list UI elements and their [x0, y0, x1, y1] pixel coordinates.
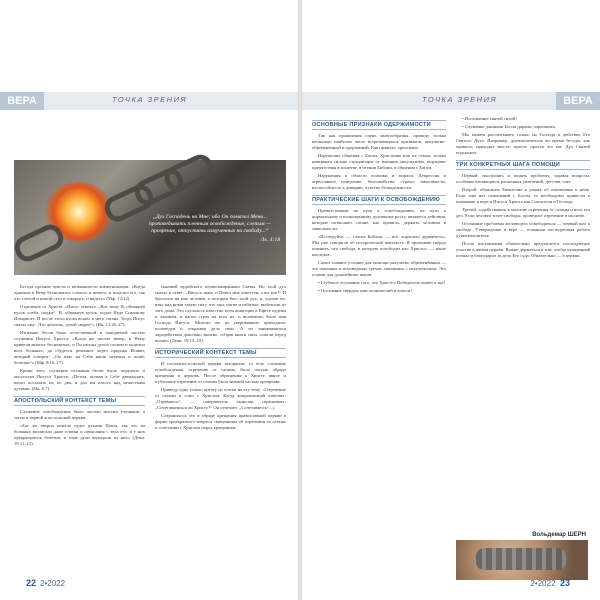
- section-title: ТОЧКА ЗРЕНИЯ: [112, 95, 188, 104]
- paragraph: Препятствиями на пути к освобождению, на пути к нормальному и полноценному духовному росту, являются действия, которые позволяют сатане, как правило, держать человека в зависимости.: [312, 208, 446, 231]
- section-title: ТОЧКА ЗРЕНИЯ: [422, 95, 498, 104]
- paragraph: Сохранилось это в обряде крещения православной церкви в форме троекратного вопроса священника об отречении от сатаны и сочетании с Христом перед крещением.: [155, 413, 286, 430]
- author-name: Вольдемар ШЕРН: [532, 532, 586, 538]
- right-column-2: [456, 116, 590, 261]
- bullet-item: • Глубокое осознание того, что Христос Победитель живёт в нас!: [318, 280, 446, 285]
- bullet-item: • Служение данными Богом дарами, харизмами.: [462, 124, 557, 129]
- page-folio: [26, 578, 65, 588]
- section-heading: ИСТОРИЧЕСКИЙ КОНТЕКСТ ТЕМЫ: [155, 348, 286, 358]
- paragraph: Служение освобождения было частью миссии учеников, а затем и первой апостольской церкви.: [14, 409, 145, 420]
- hero-quote: [140, 214, 280, 244]
- paragraph: Самое главное условие для помощи оккультно обременённым — это покаяние и исповедание грехов, связанных с оккультизмом. Это основа для дальнейших шагов.: [312, 260, 446, 277]
- section-heading: ОСНОВНЫЕ ПРИЗНАКИ ОДЕРЖИМОСТИ: [312, 120, 446, 130]
- magazine-logo: ВЕРА: [0, 92, 44, 110]
- left-page: [0, 0, 298, 600]
- section-heading: ПРАКТИЧЕСКИЕ ШАГИ К ОСВОБОЖДЕНИЮ: [312, 195, 446, 205]
- paragraph: «Бог же творил немало чудес руками Павла, так что на больных возлагали даже платки и опоясания с тела его, и у них прекращались болезни, и злые духи выходили из них» (Деян. 19:11–12).: [14, 423, 145, 446]
- chain-link: [11, 221, 67, 266]
- page-number: 23: [559, 578, 570, 588]
- left-column-2: [155, 284, 286, 433]
- section-heading: ТРИ КОНКРЕТНЫХ ШАГА ПОМОЩИ: [456, 160, 590, 170]
- paragraph: сыновей иудейского первосвященника Скевы. Но злой дух сказал в ответ: „Иисуса знаю, и Павел мне известен, а вы кто?“ И бросился на них человек, в котором был злой дух, и, одолев их, взял над ними такую силу, что они, нагие и избитые, выбежали из того дома. Это сделалось известно всем живущим в Ефесе иудеям и эллинам, и напал страх на всех их, и величаемо было имя Господа Иисуса. Многие же из уверовавших приходили, исповедуя и открывая дела свои. А из занимавшихся чародейством довольно многие, собрав книги свои, сожгли перед всеми» (Деян. 19:13–19).: [155, 284, 286, 343]
- paragraph: После наставления обязательно предлагается последующее участие в жизни церкви. Важно держаться в том, чтобы очищенный познал и благодарил за дело Его суда. Обязательно — в церкви.: [456, 241, 590, 258]
- paragraph: Приведу одну только цитату из статьи на эту тему: «Отречение от сатаны и союз с Христом. Когда вопрошаемый отвечает: „Отрекаюсь“, — совершитель таинства спрашивает: „Сочетаваешься ли Христу?“ Он отвечает: „Сочетаваюсь“...»: [155, 387, 286, 410]
- paragraph: Нарушение общения с Богом. Христиане или их семьи, только наверняка сильно страдающие от влияния оккультизма, ощущают препятствия в молитве, в чтении Библии, в общении с Богом.: [312, 153, 446, 170]
- paragraph: Нарушения в области психики и морали. Депрессия и агрессивное поведение, беспокойство, страхи, зависимости, неспособность к доверию, чувство безнадёжности.: [312, 173, 446, 190]
- page-folio: [530, 578, 574, 588]
- paragraph: В послеапостольской церкви экзорцизм, то есть служение освобождения, отречение от сатаны, было частью обряда крещения в церковь. После обращения к Христу явное и публичное отречение от сатаны было важной частью крещения.: [155, 361, 286, 384]
- right-page: [302, 0, 600, 600]
- paragraph: Второй: объяснить Евангелие и узнать об отношении к нему. Если ещё нет отношений с Богом, то необходимо привести к покаянию и вере в Иисуса Христа как Спасителя и Господа.: [456, 187, 590, 204]
- page-number: 22: [26, 578, 37, 588]
- paragraph: Третий: содействовать в молитве отречения от сатаны и всех его дел. Если человек хочет свободы, проведите отречение в молитве.: [456, 207, 590, 218]
- paragraph: «Исследуйте, — гласит Библия, — всё, хорошего держитесь». Мы уже говорили об исторической контексте. Я призываю твёрдо помнить, что свобода, в которую освободил нас Христос, — наше наследие.: [312, 234, 446, 257]
- bullet-item: • Осознание твёрдых нам полномочий и власти!: [318, 288, 412, 293]
- paragraph: Мы можем рассчитывать только на Господа и действие Его Святого Духа. Например, душепопечитель во время беседы, как правило, приходит мысль: просто прочти это им. Дух Святой подскажет.: [456, 132, 590, 155]
- paragraph: Первый: выслушать и понять проблему, задавая вопросы, особенно касающиеся различных увлечений, детства, сект.: [456, 173, 590, 184]
- paragraph: Кроме того, служение изгнания бесов было поручено и апостолам Иисуса Христа: «Потом, позвав к Себе двенадцать, начал посылать их по два, и дал им власть над нечистыми духами» (Мк. 6:7).: [14, 368, 145, 391]
- hands-photo: [456, 540, 588, 580]
- right-column-1: [312, 116, 446, 296]
- paragraph: Беседа органов чувств и возможности коммуникации: «Когда приняли к Нему бесноватого слепого и немого, и исцелил его, так что слепой и немой стал и говорить, и видеть» (Мф. 12:22).: [14, 284, 145, 301]
- paragraph: Отречение от Христа: «Иисус отвечал: „Вот, кому Я, обмакнув кусок хлеба, подам“. И, обмакнув кусок, подал Иуде Симонову Искариоту. И после этого куска вошёл в него сатана. Тогда Иисус сказал ему: „Что делаешь, делай скорее“» (Ин. 13:26–27).: [14, 304, 145, 327]
- magazine-logo: ВЕРА: [556, 92, 600, 110]
- photo-chain: [476, 548, 566, 570]
- issue-number: 2•2022: [40, 579, 66, 588]
- quote-text: „Дух Господень на Мне; ибо Он помазал Меня... проповедывать пленным освобождение, слепым — прозрение, отпустить измученных на свободу...“: [149, 214, 271, 234]
- left-column-1: [14, 284, 145, 449]
- quote-ref: Лк. 4:18: [260, 237, 280, 243]
- chain-link: [161, 151, 217, 196]
- paragraph: Осознание проблемы желающего освободиться — первый шаг к свободе. Утверждение в вере — основная последующая работа душепопечителя.: [456, 221, 590, 238]
- left-header: [0, 92, 298, 110]
- paragraph: Изгнание бесов было естественной и ожидаемой частью служения Иисуса Христа: «Когда же настал вечер, к Нему привели многих бесноватых, и Он изгнал духов словом и исцелил всех больных, да сбудется реченное через пророка Исаию, который говорит: „Он взял на Себя наши немощи и понёс болезни“» (Мф. 8:16–17).: [14, 330, 145, 365]
- bullet-item: • Исполнение святой силой!: [462, 116, 517, 121]
- issue-number: 2•2022: [530, 579, 556, 588]
- section-heading: АПОСТОЛЬСКИЙ КОНТЕКСТ ТЕМЫ: [14, 396, 145, 406]
- paragraph: Так как проявления очень многообразны, приведу только несколько наиболее часто встречающихся признаков: оккультно-обременённый и одержимый. Как правило, христиане.: [312, 133, 446, 150]
